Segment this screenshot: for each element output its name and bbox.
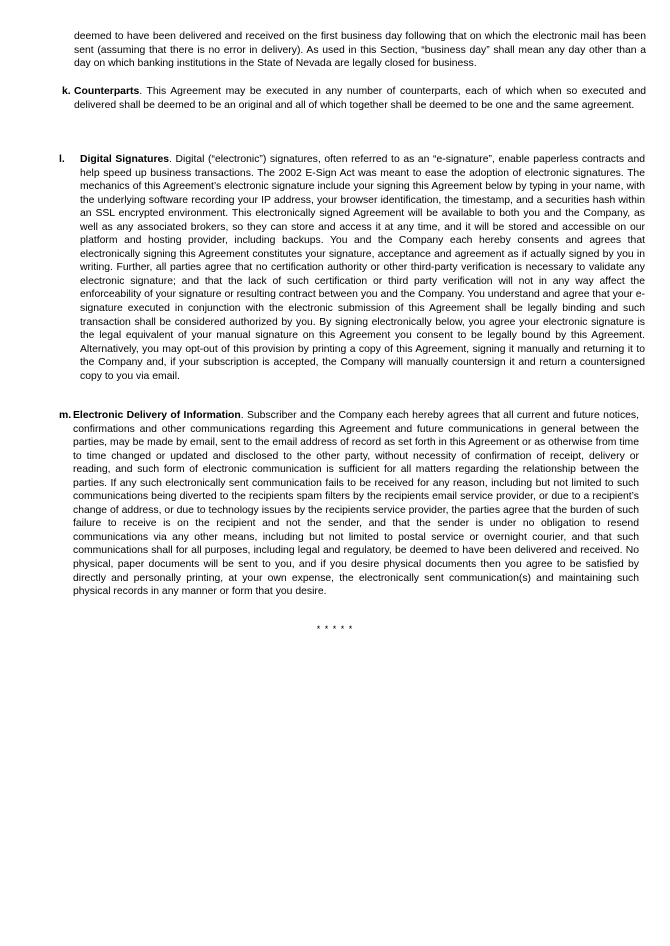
section-l bbox=[59, 153, 645, 383]
section-k-marker: k. bbox=[62, 86, 71, 97]
section-l-marker: l. bbox=[59, 154, 65, 165]
section-j-continuation bbox=[74, 30, 646, 71]
section-l-text: . Digital (“electronic”) signatures, often referred to as an “e-signature”, enable paperless contracts and help speed up business transactions. The 2002 E-Sign Act was meant to ease the adoption of electronic signatures. The mechanics of this Agreement’s electronic signature include your signing this Agreement below by typing in your name, with the underlying software recording your IP address, your browser identification, the timestamp, and a securities hash within an SSL encrypted environment. This electronically signed Agreement will be available to both you and the Company, as well as any associated brokers, so they can store and access it at any time, and it will be stored and accessible on our platform and hosting provider, including backups. You and the Company each hereby consents and agrees that electronically signing this Agreement constitutes your signature, acceptance and agreement as if actually signed by you in writing. Further, all parties agree that no certification authority or other third-party verification is necessary to validate any electronic signature; and that the lack of such certification or third party verification will not in any way affect the enforceability of your signature or resulting contract between you and the Company. You understand and agree that your e-signature executed in conjunction with the electronic submission of this Agreement shall be legally binding and such transaction shall be considered authorized by you. By signing electronically below, you agree your electronic signature is the legal equivalent of your manual signature on this Agreement you consent to be legally bound by this Agreement. Alternatively, you may opt-out of this provision by printing a copy of this Agreement, signing it manually and returning it to the Company and, if your subscription is accepted, the Company will manually countersign it and return a countersigned copy to you via email. bbox=[80, 154, 646, 382]
section-m-body bbox=[73, 409, 639, 599]
section-m-marker: m. bbox=[59, 410, 72, 421]
section-k-body bbox=[74, 85, 646, 112]
continuation-text: deemed to have been delivered and received on the first business day following that on which the electronic mail has been sent (assuming that there is no error in delivery). As used in this Section, “business day” shall mean any day other than a day on which banking institutions in the State of Nevada are legally closed for business. bbox=[74, 31, 646, 70]
end-separator: * * * * * bbox=[316, 624, 354, 634]
section-k-text: . This Agreement may be executed in any number of counterparts, each of which when so executed and delivered shall be deemed to be an original and all of which together shall be deemed to be one and the same agreement. bbox=[74, 86, 646, 111]
section-k bbox=[62, 85, 646, 112]
section-k-heading: Counterparts bbox=[74, 86, 140, 97]
section-l-heading: Digital Signatures bbox=[80, 154, 170, 165]
section-m bbox=[59, 409, 639, 599]
section-m-text: . Subscriber and the Company each hereby agrees that all current and future notices, confirmations and other communications regarding this Agreement and future communications in general between the parties, may be made by email, sent to the email address of record as set forth in this Agreement or as otherwise from time to time changed or updated and disclosed to the other party, without necessity of confirmation of receipt, delivery or reading, and such form of electronic communication is sufficient for all matters regarding the relationship between the parties. If any such electronically sent communication fails to be received for any reason, including but not limited to such communications being diverted to the recipients spam filters by the recipients email service provider, or due to a recipient’s change of address, or due to technology issues by the recipients service provider, the parties agree that the burden of such failure to receive is on the recipient and not the sender, and that the sender is under no obligation to resend communications via any other means, including but not limited to postal service or overnight courier, and that such communications shall for all purposes, including legal and regulatory, be deemed to have been delivered and received. No physical, paper documents will be sent to you, and if you desire physical documents then you agree to be satisfied by directly and personally printing, at your own expense, the electronically sent communication(s) and maintaining such physical records in any manner or form that you desire. bbox=[73, 410, 639, 598]
section-m-heading: Electronic Delivery of Information bbox=[73, 410, 241, 421]
section-l-body bbox=[80, 153, 645, 383]
